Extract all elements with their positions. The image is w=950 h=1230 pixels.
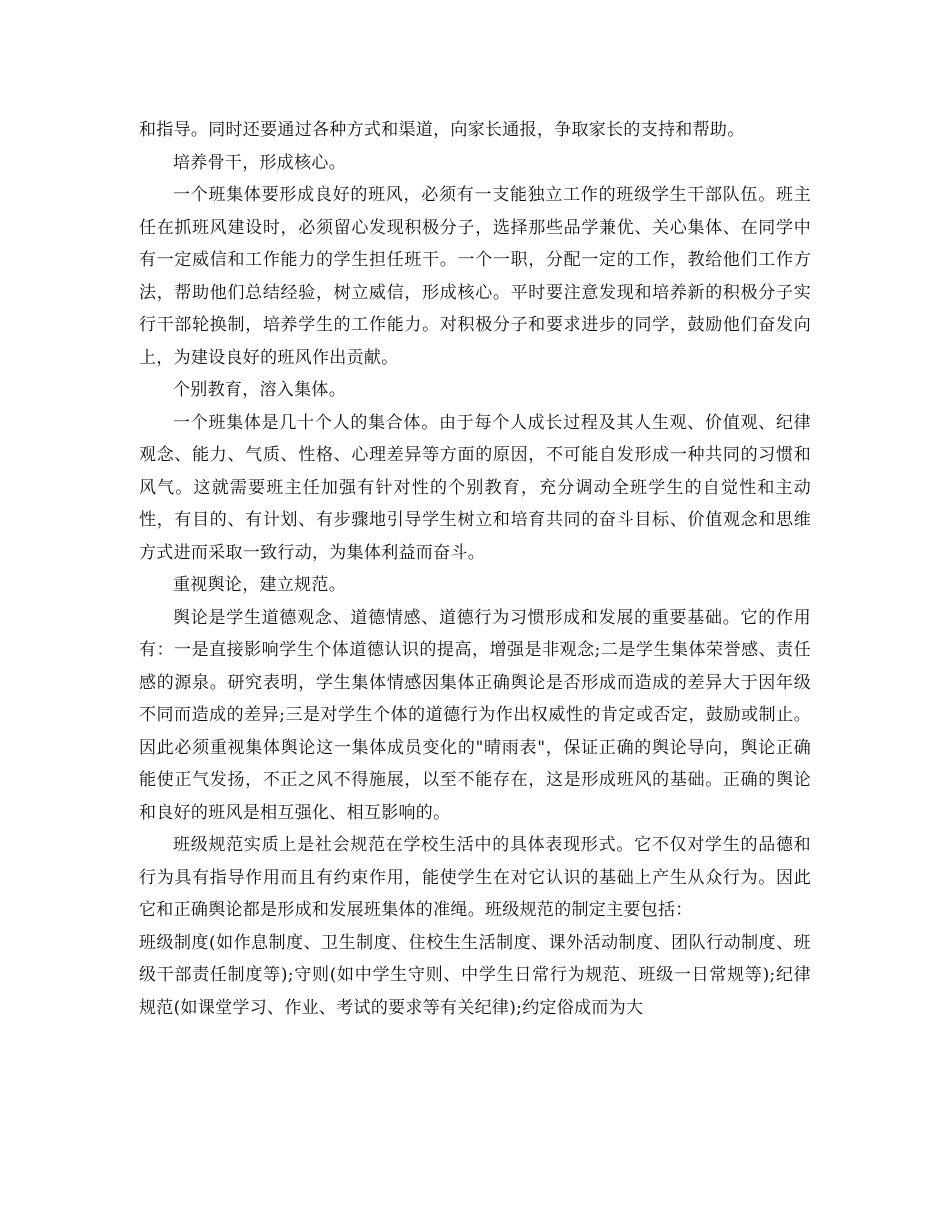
paragraph-class-norms: 班级规范实质上是社会规范在学校生活中的具体表现形式。它不仅对学生的品德和行为具有指导作用而且有约束作用，能使学生在对它认识的基础上产生从众行为。因此它和正确舆论都是形成和发展班集体的准绳。班级规范的制定主要包括：: [139, 835, 811, 920]
paragraph-public-opinion: 舆论是学生道德观念、道德情感、道德行为习惯形成和发展的重要基础。它的作用有：一是直接影响学生个体道德认识的提高，增强是非观念;二是学生集体荣誉感、责任感的源泉。研究表明，学生集体情感因集体正确舆论是否形成而造成的差异大于因年级不同而造成的差异;三是对学生个体的道德行为作出权威性的肯定或否定，鼓励或制止。因此必须重视集体舆论这一集体成员变化的"晴雨表"，保证正确的舆论导向，舆论正确能使正气发扬，不正之风不得施展，以至不能存在，这是形成班风的基础。正确的舆论和良好的班风是相互强化、相互影响的。: [139, 607, 811, 823]
paragraph-backbone: 一个班集体要形成良好的班风，必须有一支能独立工作的班级学生干部队伍。班主任在抓班风建设时，必须留心发现积极分子，选择那些品学兼优、关心集体、在同学中有一定威信和工作能力的学生担任班干。一个一职，分配一定的工作，教给他们工作方法，帮助他们总结经验，树立威信，形成核心。平时要注意发现和培养新的积极分子实行干部轮换制，培养学生的工作能力。对积极分子和要求进步的同学，鼓励他们奋发向上，为建设良好的班风作出贡献。: [139, 185, 811, 368]
heading-cultivate-backbone: 培养骨干，形成核心。: [173, 152, 346, 173]
document-body: [139, 114, 811, 1024]
paragraph-individual-education: 一个班集体是几十个人的集合体。由于每个人成长过程及其人生观、价值观、纪律观念、能力、气质、性格、心理差异等方面的原因，不可能自发形成一种共同的习惯和风气。这就需要班主任加强有针对性的个别教育，充分调动全班学生的自觉性和主动性，有目的、有计划、有步骤地引导学生树立和培育共同的奋斗目标、价值观念和思维方式进而采取一致行动，为集体利益而奋斗。: [139, 412, 811, 563]
heading-individual-education: 个别教育，溶入集体。: [173, 380, 346, 400]
paragraph-class-norms-list: 班级制度(如作息制度、卫生制度、住校生生活制度、课外活动制度、团队行动制度、班级干部责任制度等);守则(如中学生守则、中学生日常行为规范、班级一日常规等);纪律规范(如课堂学习、作业、考试的要求等有关纪律);约定俗成而为大: [139, 932, 811, 1018]
heading-public-opinion: 重视舆论，建立规范。: [173, 575, 346, 595]
paragraph-continuation: 和指导。同时还要通过各种方式和渠道，向家长通报，争取家长的支持和帮助。: [139, 120, 745, 140]
